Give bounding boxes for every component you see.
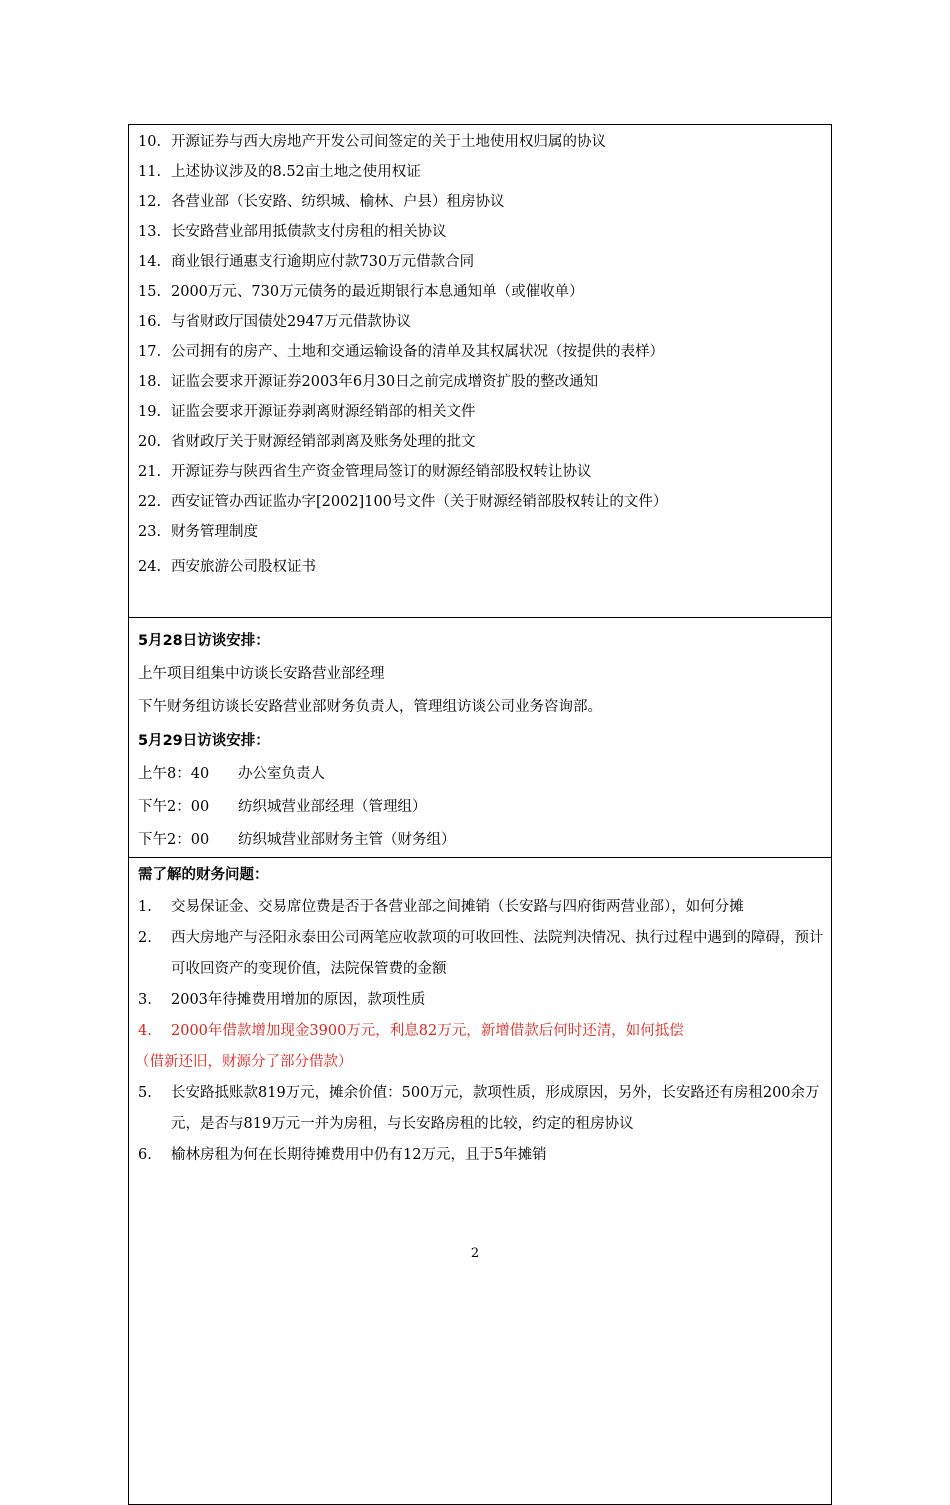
document-list-cell — [129, 125, 831, 618]
document-item: 18. 证监会要求开源证券2003年6月30日之前完成增资扩股的整改通知 — [138, 374, 599, 390]
document-item: 24. 西安旅游公司股权证书 — [138, 559, 316, 575]
finance-question-note: （借新还旧，财源分了部分借款） — [135, 1054, 353, 1070]
document-item: 12. 各营业部（长安路、纺织城、榆林、户县）租房协议 — [138, 194, 505, 210]
finance-question-highlighted: 4. 2000年借款增加现金3900万元，利息82万元，新增借款后何时还清，如何抵偿 — [138, 1023, 684, 1039]
document-table — [128, 124, 832, 1505]
document-item: 10. 开源证券与西大房地产开发公司间签定的关于土地使用权归属的协议 — [138, 134, 606, 150]
document-item: 13. 长安路营业部用抵债款支付房租的相关协议 — [138, 224, 447, 240]
document-item: 21. 开源证券与陕西省生产资金管理局签订的财源经销部股权转让协议 — [138, 464, 592, 480]
finance-question: 2. 西大房地产与泾阳永泰田公司两笔应收款项的可收回性、法院判决情况、执行过程中遇到的障碍，预计可收回资产的变现价值，法院保管费的金额 — [138, 930, 824, 977]
document-item: 17. 公司拥有的房产、土地和交通运输设备的清单及其权属状况（按提供的表样） — [138, 344, 664, 360]
document-item: 15. 2000万元、730万元债务的最近期银行本息通知单（或催收单） — [138, 284, 584, 300]
finance-question: 6. 榆林房租为何在长期待摊费用中仍有12万元，且于5年摊销 — [138, 1147, 547, 1163]
document-item: 19. 证监会要求开源证券剥离财源经销部的相关文件 — [138, 404, 476, 420]
may28-line: 上午项目组集中访谈长安路营业部经理 — [138, 666, 385, 682]
may29-header: 5月29日访谈安排： — [138, 733, 270, 749]
interview-schedule-cell — [129, 618, 831, 858]
may28-header: 5月28日访谈安排： — [138, 633, 270, 649]
finance-question: 5. 长安路抵账款819万元，摊余价值：500万元，款项性质，形成原因，另外，长安路还有房租200余万元，是否与819万元一并为房租，与长安路房租的比较，约定的租房协议 — [138, 1085, 820, 1132]
document-item: 14. 商业银行通惠支行逾期应付款730万元借款合同 — [138, 254, 475, 270]
finance-header: 需了解的财务问题： — [138, 867, 269, 883]
document-item: 22. 西安证管办西证监办字[2002]100号文件（关于财源经销部股权转让的文件） — [138, 494, 668, 510]
finance-question: 1. 交易保证金、交易席位费是否于各营业部之间摊销（长安路与四府街两营业部），如何分摊 — [138, 899, 744, 915]
may29-item: 上午8：40 办公室负责人 — [138, 766, 325, 782]
document-item: 11. 上述协议涉及的8.52亩土地之使用权证 — [138, 164, 421, 180]
may29-item: 下午2：00 纺织城营业部经理（管理组） — [138, 799, 427, 815]
page-number: 2 — [470, 1246, 480, 1261]
finance-question: 3. 2003年待摊费用增加的原因，款项性质 — [138, 992, 426, 1008]
may29-item: 下午2：00 纺织城营业部财务主管（财务组） — [138, 832, 456, 848]
document-item: 20. 省财政厅关于财源经销部剥离及账务处理的批文 — [138, 434, 476, 450]
may28-line: 下午财务组访谈长安路营业部财务负责人，管理组访谈公司业务咨询部。 — [138, 699, 602, 715]
document-item: 16. 与省财政厅国债处2947万元借款协议 — [138, 314, 411, 330]
document-item: 23. 财务管理制度 — [138, 524, 258, 540]
finance-questions-cell — [129, 858, 831, 1504]
